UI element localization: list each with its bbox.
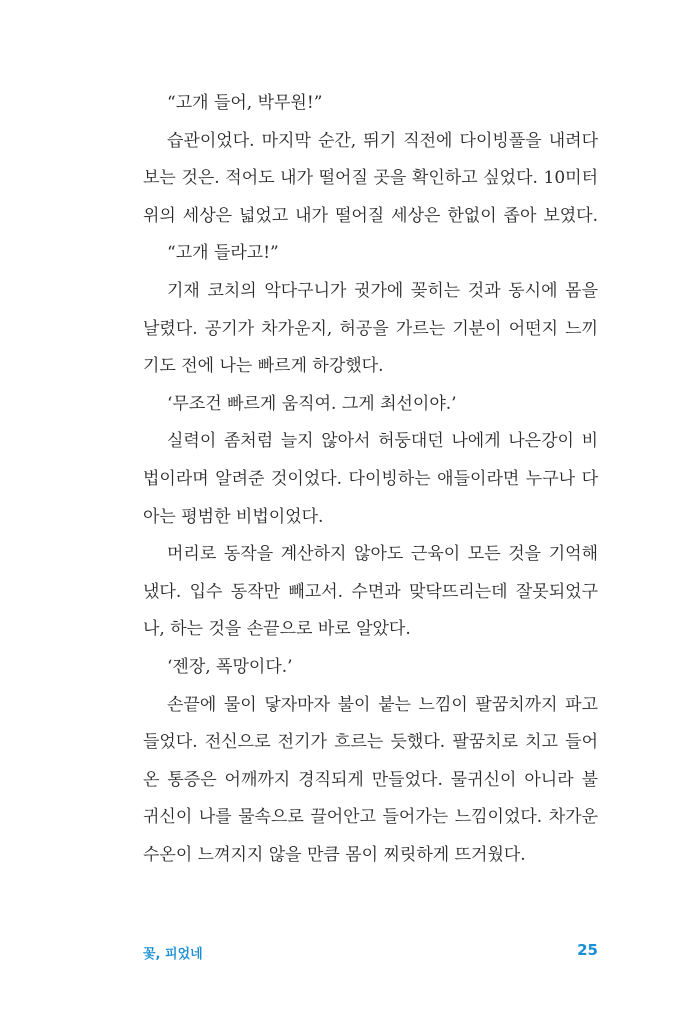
text-line: 머리로 동작을 계산하지 않아도 근육이 모든 것을 기억해 [167, 544, 598, 565]
text-line: 수온이 느껴지지 않을 만큼 몸이 찌릿하게 뜨거웠다. [143, 844, 526, 865]
text-line: 위의 세상은 넓었고 내가 떨어질 세상은 한없이 좁아 보였다. [143, 205, 598, 226]
text-line: 실력이 좀처럼 늘지 않아서 허둥대던 나에게 나은강이 비 [167, 431, 598, 452]
text-line: 나, 하는 것을 손끝으로 바로 알았다. [143, 619, 411, 640]
text-line: ‘무조건 빠르게 움직여. 그게 최선이야.’ [167, 393, 457, 414]
page-number: 25 [577, 941, 598, 959]
text-line: 귀신이 나를 물속으로 끌어안고 들어가는 느낌이었다. 차가운 [143, 807, 598, 828]
text-line: “고개 들어, 박무원!” [167, 93, 323, 113]
text-line: ‘젠장, 폭망이다.’ [167, 656, 293, 677]
text-line: 기도 전에 나는 빠르게 하강했다. [143, 356, 384, 377]
text-line: 법이라며 알려준 것이었다. 다이빙하는 애들이라면 누구나 다 [143, 468, 598, 489]
text-line: 습관이었다. 마지막 순간, 뛰기 직전에 다이빙풀을 내려다 [167, 130, 598, 151]
text-line: 날렸다. 공기가 차가운지, 허공을 가르는 기분이 어떤지 느끼 [143, 318, 598, 339]
text-line: 온 통증은 어깨까지 경직되게 만들었다. 물귀신이 아니라 불 [143, 769, 598, 790]
text-line: 냈다. 입수 동작만 빼고서. 수면과 맞닥뜨리는데 잘못되었구 [143, 581, 598, 602]
text-line: “고개 들라고!” [167, 243, 279, 264]
text-line: 들었다. 전신으로 전기가 흐르는 듯했다. 팔꿈치로 치고 들어 [143, 732, 598, 753]
text-line: 보는 것은. 적어도 내가 떨어질 곳을 확인하고 싶었다. 10미터 [143, 168, 598, 189]
body-text [143, 85, 598, 874]
text-line: 손끝에 물이 닿자마자 불이 붙는 느낌이 팔꿈치까지 파고 [167, 694, 598, 715]
running-footer-title: 꽃, 피었네 [143, 947, 203, 962]
text-line: 기재 코치의 악다구니가 귓가에 꽂히는 것과 동시에 몸을 [167, 280, 598, 301]
text-line: 아는 평범한 비법이었다. [143, 506, 324, 527]
